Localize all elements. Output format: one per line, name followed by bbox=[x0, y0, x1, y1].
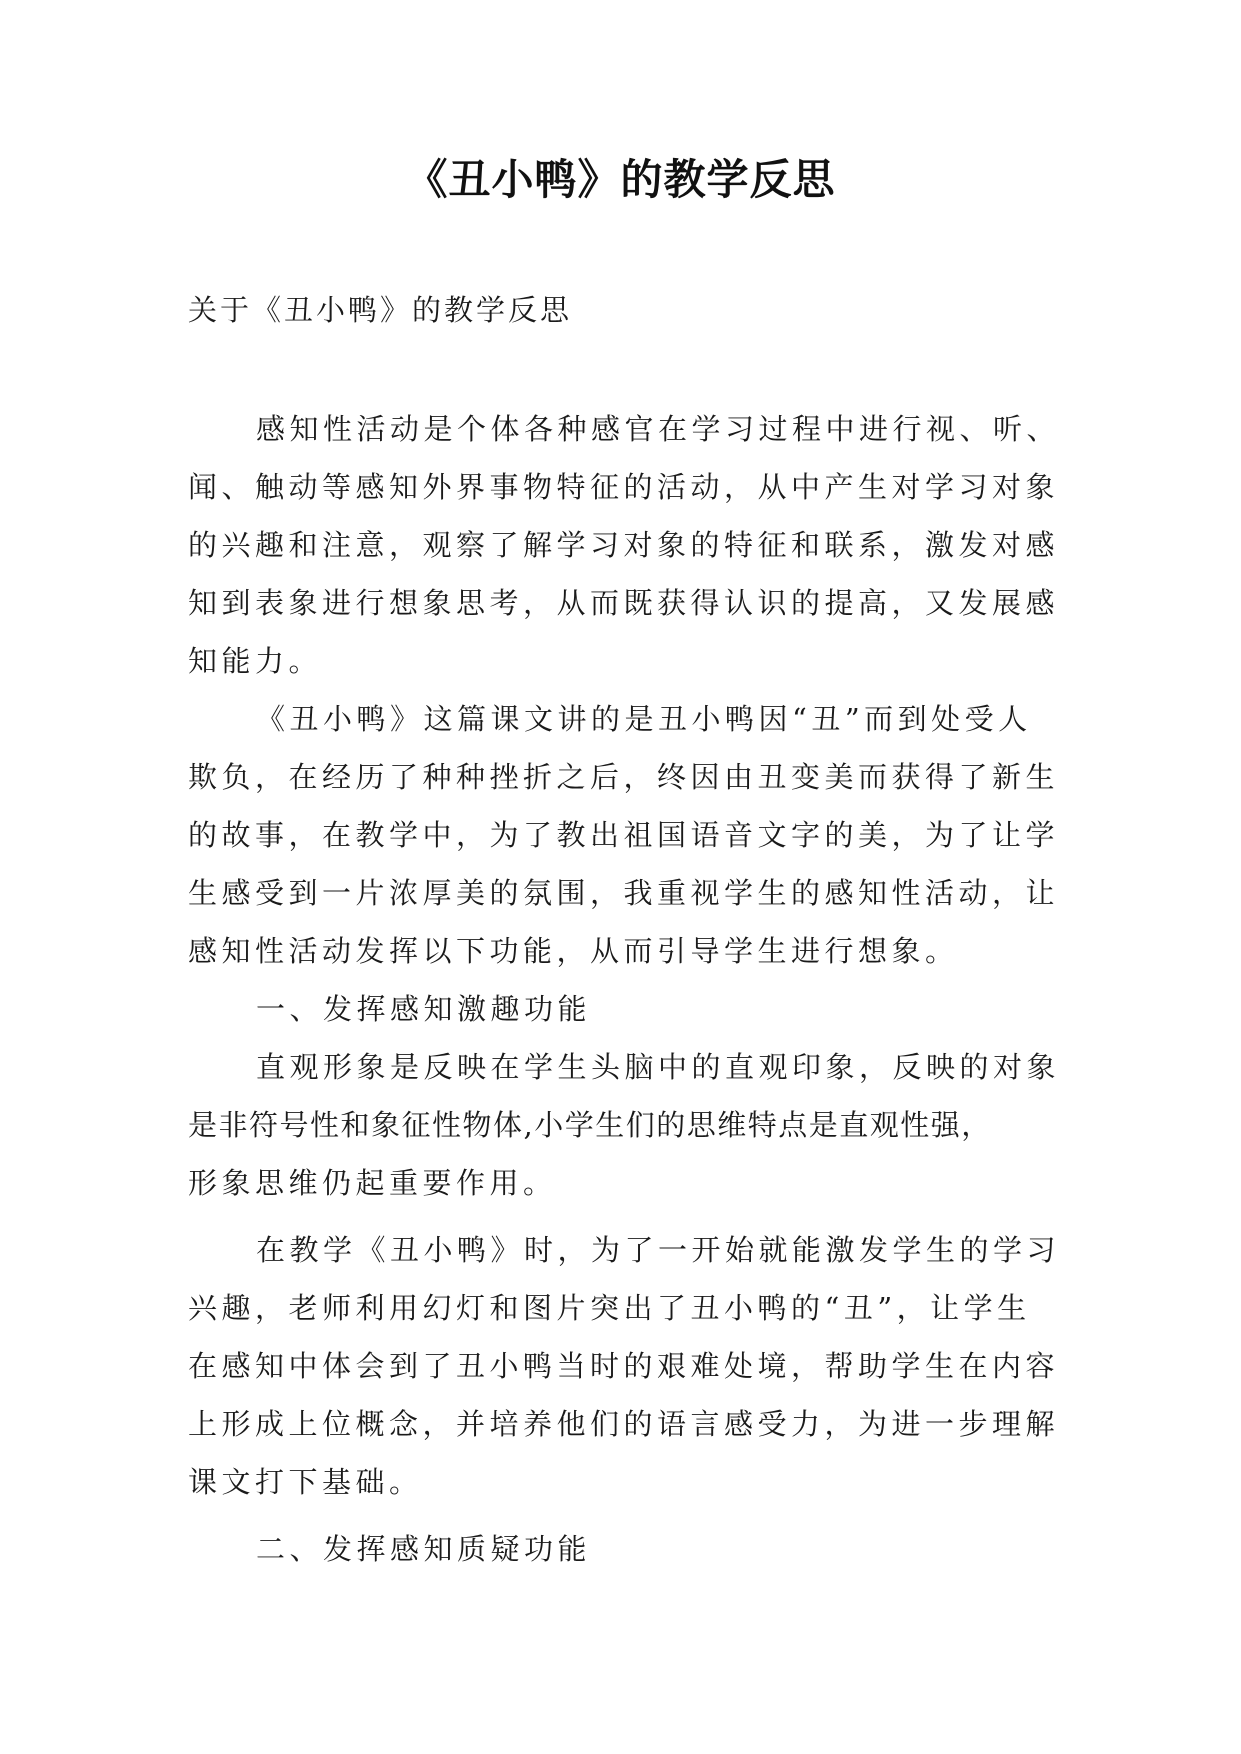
paragraph-line: 兴趣，老师利用幻灯和图片突出了丑小鸭的“丑”，让学生 bbox=[188, 1291, 1031, 1325]
paragraph-line: 上形成上位概念，并培养他们的语言感受力，为进一步理解 bbox=[188, 1407, 1060, 1441]
paragraph-line: 是非符号性和象征性物体,小学生们的思维特点是直观性强， bbox=[188, 1108, 992, 1142]
paragraph-line: 知能力。 bbox=[188, 644, 323, 678]
paragraph-line: 直观形象是反映在学生头脑中的直观印象，反映的对象 bbox=[256, 1050, 1061, 1084]
paragraph-line: 感知性活动发挥以下功能，从而引导学生进行想象。 bbox=[188, 934, 959, 968]
paragraph-line: 知到表象进行想象思考，从而既获得认识的提高，又发展感 bbox=[188, 586, 1060, 620]
paragraph-line: 在教学《丑小鸭》时，为了一开始就能激发学生的学习 bbox=[256, 1233, 1061, 1267]
paragraph-line: 形象思维仍起重要作用。 bbox=[188, 1166, 557, 1200]
paragraph-line: 的故事，在教学中，为了教出祖国语音文字的美，为了让学 bbox=[188, 818, 1060, 852]
paragraph-line: 在感知中体会到了丑小鸭当时的艰难处境，帮助学生在内容 bbox=[188, 1349, 1060, 1383]
document-subtitle: 关于《丑小鸭》的教学反思 bbox=[188, 293, 573, 327]
document-body bbox=[188, 400, 1064, 1578]
section-heading: 二、发挥感知质疑功能 bbox=[256, 1532, 592, 1566]
paragraph-line: 的兴趣和注意，观察了解学习对象的特征和联系，激发对感 bbox=[188, 528, 1060, 562]
paragraph-line: 欺负，在经历了种种挫折之后，终因由丑变美而获得了新生 bbox=[188, 760, 1060, 794]
paragraph-line: 感知性活动是个体各种感官在学习过程中进行视、听、 bbox=[256, 412, 1061, 446]
paragraph-line: 《丑小鸭》这篇课文讲的是丑小鸭因“丑”而到处受人 bbox=[256, 702, 1032, 736]
document-title: 《丑小鸭》的教学反思 bbox=[405, 155, 836, 204]
paragraph-line: 生感受到一片浓厚美的氛围，我重视学生的感知性活动，让 bbox=[188, 876, 1060, 910]
paragraph-line: 课文打下基础。 bbox=[188, 1465, 423, 1499]
section-heading: 一、发挥感知激趣功能 bbox=[256, 992, 592, 1026]
paragraph-line: 闻、触动等感知外界事物特征的活动，从中产生对学习对象 bbox=[188, 470, 1060, 504]
